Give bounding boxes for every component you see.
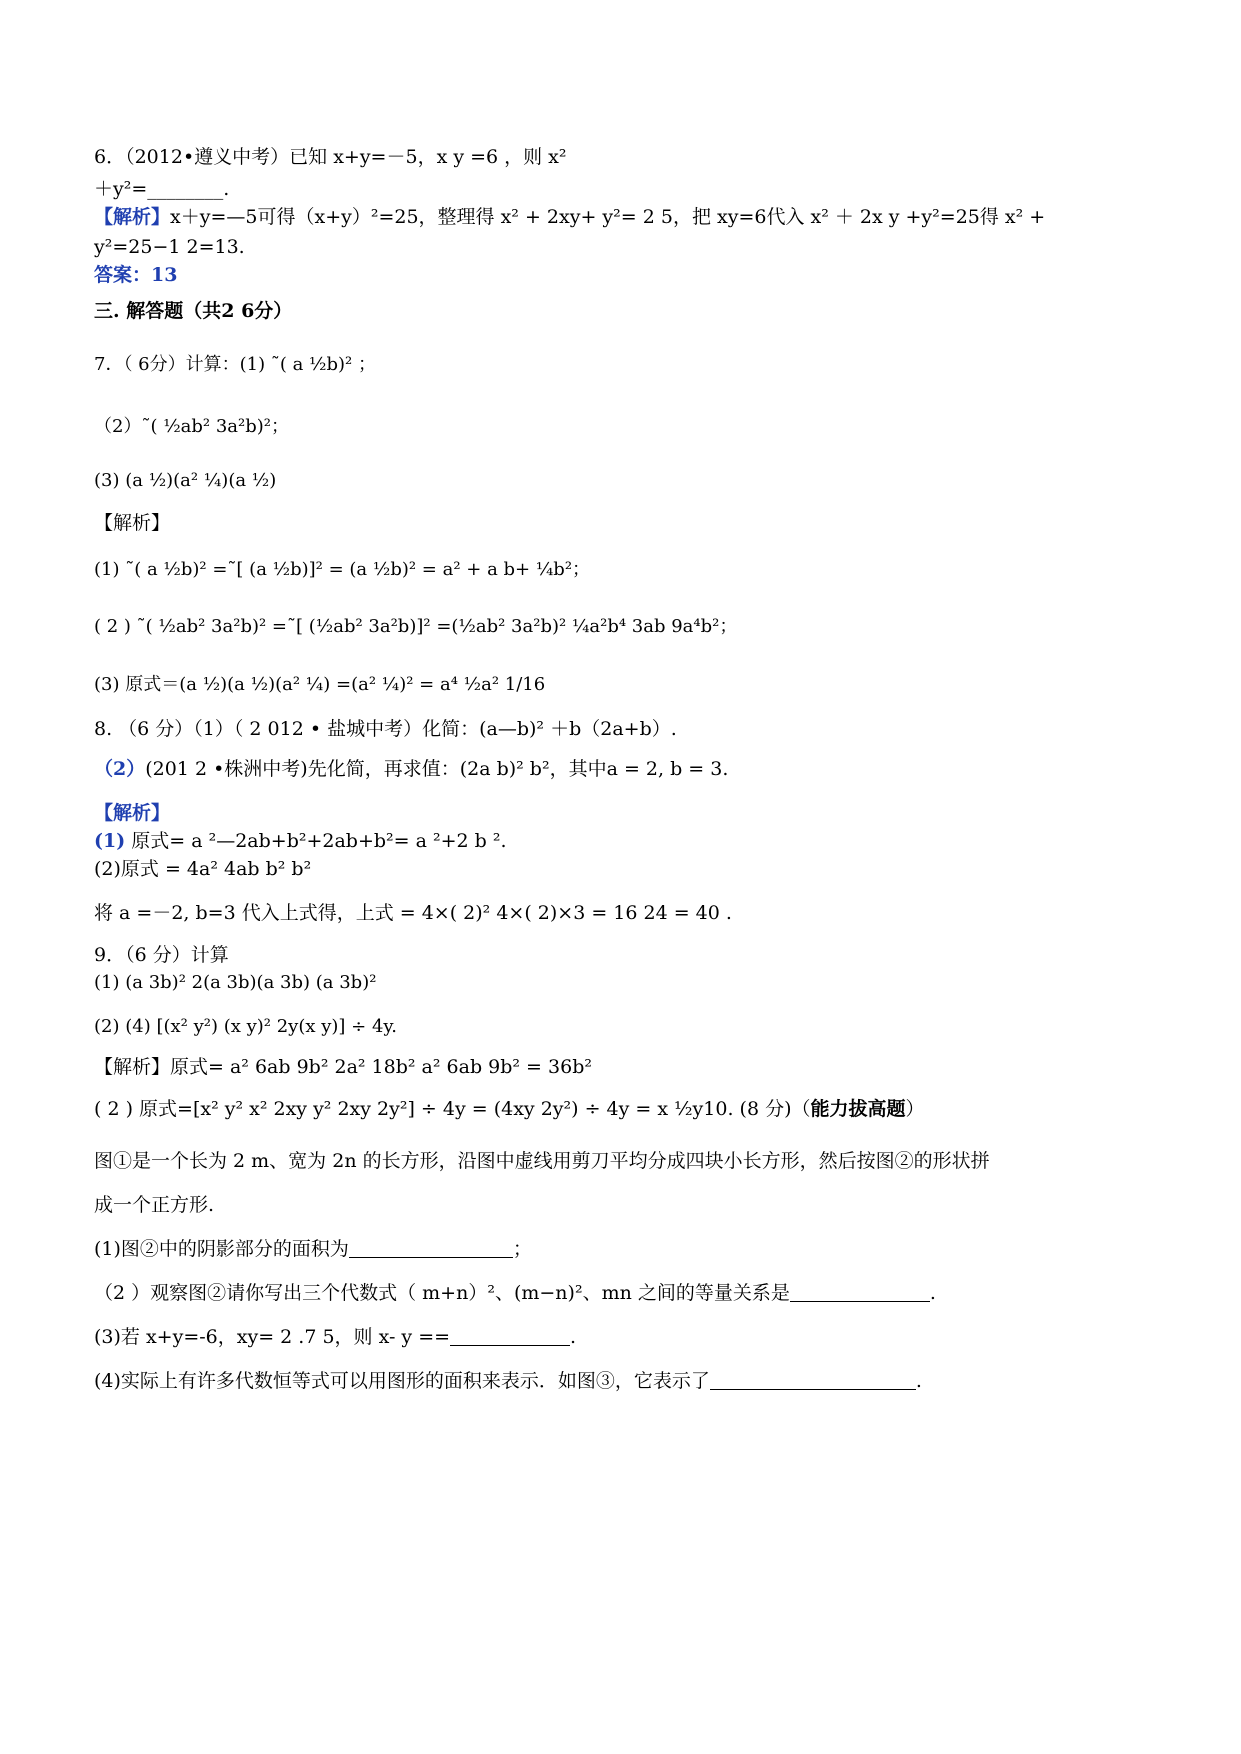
q7-analysis-label: 【解析】: [94, 512, 171, 534]
answer-value: 13: [151, 264, 178, 286]
q10-p1-end: ；: [512, 1238, 532, 1260]
q10-p2-end: .: [929, 1282, 936, 1304]
answer-blank[interactable]: [790, 1283, 930, 1302]
q8-part2: [94, 758, 728, 781]
q7-sol3: (3) 原式＝(a ½)(a ½)(a² ¼) =(a² ¼)² = a⁴ ½a² 1/16: [94, 674, 546, 695]
q8-sol1: [94, 830, 507, 853]
q6-line1: 6．（2012•遵义中考）已知 x+y=－5，x y =6 ，则 x²: [94, 146, 567, 168]
q9-part2: (2) (4) [(x² y²) (x y)² 2y(x y)] ÷ 4y.: [94, 1016, 397, 1037]
answer-label: 答案：: [94, 264, 152, 286]
q7-stem: 7．（ 6分）计算：(1) ˜( a ½b)² ；: [94, 354, 376, 375]
q6-analysis: [94, 206, 1045, 229]
analysis-text: x＋y=—5可得（x+y）²=25，整理得 x² + 2xy+ y²= 2 5，把 xy=6代入 x² ＋ 2x y +y²=25得 x² +: [170, 206, 1046, 228]
answer-blank[interactable]: [450, 1327, 570, 1346]
q9-sol2-line: [94, 1098, 925, 1121]
q7-sol1: (1) ˜( a ½b)² =˜[ (a ½b)]² = (a ½b)² = a² + a b+ ¼b²；: [94, 559, 591, 580]
q9-sol1-line: [94, 1056, 592, 1079]
q10-p4-end: .: [915, 1370, 922, 1392]
q8-sol1-text: 原式= a ²—2ab+b²+2ab+b²= a ²+2 b ².: [131, 830, 507, 852]
q7-sol2: ( 2 ) ˜( ½ab² 3a²b)² =˜[ (½ab² 3a²b)]² =(½ab² 3a²b)² ¼a²b⁴ 3ab 9a⁴b²；: [94, 616, 738, 637]
q10-tag: 能力拔高题: [810, 1098, 906, 1120]
q7-part3: (3) (a ½)(a² ¼)(a ½): [94, 470, 277, 491]
q9-analysis-label: 【解析】: [94, 1056, 171, 1078]
q10-p3-text: (3)若 x+y=-6，xy= 2 .7 5，则 x- y ==: [94, 1326, 451, 1348]
q8-sol2: (2)原式 = 4a² 4ab b² b²: [94, 858, 312, 880]
answer-blank[interactable]: [349, 1239, 513, 1258]
q8-analysis-label: 【解析】: [94, 802, 171, 824]
q9-part1: (1) (a 3b)² 2(a 3b)(a 3b) (a 3b)²: [94, 972, 377, 993]
q8-part2-label: （2）: [94, 758, 146, 780]
q10-intro1: 图①是一个长为 2 m、宽为 2n 的长方形，沿图中虚线用剪刀平均分成四块小长方形，然后按图②的形状拼: [94, 1150, 990, 1172]
answer-blank[interactable]: [710, 1371, 916, 1390]
analysis-label: 【解析】: [94, 206, 171, 228]
q9-sol1: 原式= a² 6ab 9b² 2a² 18b² a² 6ab 9b² = 36b²: [170, 1056, 592, 1078]
q10-tag-close: ）: [905, 1098, 925, 1120]
q8-sol1-label: (1): [94, 830, 126, 852]
q6-line2: ＋y²=________.: [94, 178, 230, 200]
q8-sol3: 将 a =－2, b=3 代入上式得，上式 = 4×( 2)² 4×( 2)×3 = 16 24 = 40 .: [94, 902, 732, 924]
q10-intro2: 成一个正方形.: [94, 1194, 215, 1216]
q9-sol2: ( 2 ) 原式=[x² y² x² 2xy y² 2xy 2y²] ÷ 4y = (4xy 2y²) ÷ 4y = x ½y: [94, 1098, 704, 1120]
q9-stem: 9．（6 分）计算: [94, 944, 229, 966]
q8-part2-text: (201 2 •株洲中考)先化简，再求值：(2a b)² b²，其中a = 2, b = 3.: [145, 758, 729, 780]
q10-p1-text: (1)图②中的阴影部分的面积为: [94, 1238, 349, 1260]
q10-p2-text: （2 ）观察图②请你写出三个代数式（ m+n）²、(m−n)²、mn 之间的等量关系是: [94, 1282, 790, 1304]
q7-part2: （2）˜( ½ab² 3a²b)²；: [94, 416, 289, 437]
q10-p1: [94, 1238, 532, 1261]
q10-number: 10. (8 分)（: [703, 1098, 811, 1120]
q10-p3: [94, 1326, 576, 1349]
q10-p3-end: .: [570, 1326, 577, 1348]
section-title: 三. 解答题（共2 6分）: [94, 300, 293, 322]
q8-stem: 8. （6 分）（1）（ 2 012 • 盐城中考）化简：(a—b)² ＋b（2a+b）.: [94, 718, 677, 740]
q6-answer: [94, 264, 177, 287]
q10-p2: [94, 1282, 936, 1305]
q10-p4-text: (4)实际上有许多代数恒等式可以用图形的面积来表示．如图③，它表示了: [94, 1370, 710, 1392]
q6-analysis-line2: y²=25−1 2=13.: [94, 236, 245, 258]
q10-p4: [94, 1370, 922, 1393]
